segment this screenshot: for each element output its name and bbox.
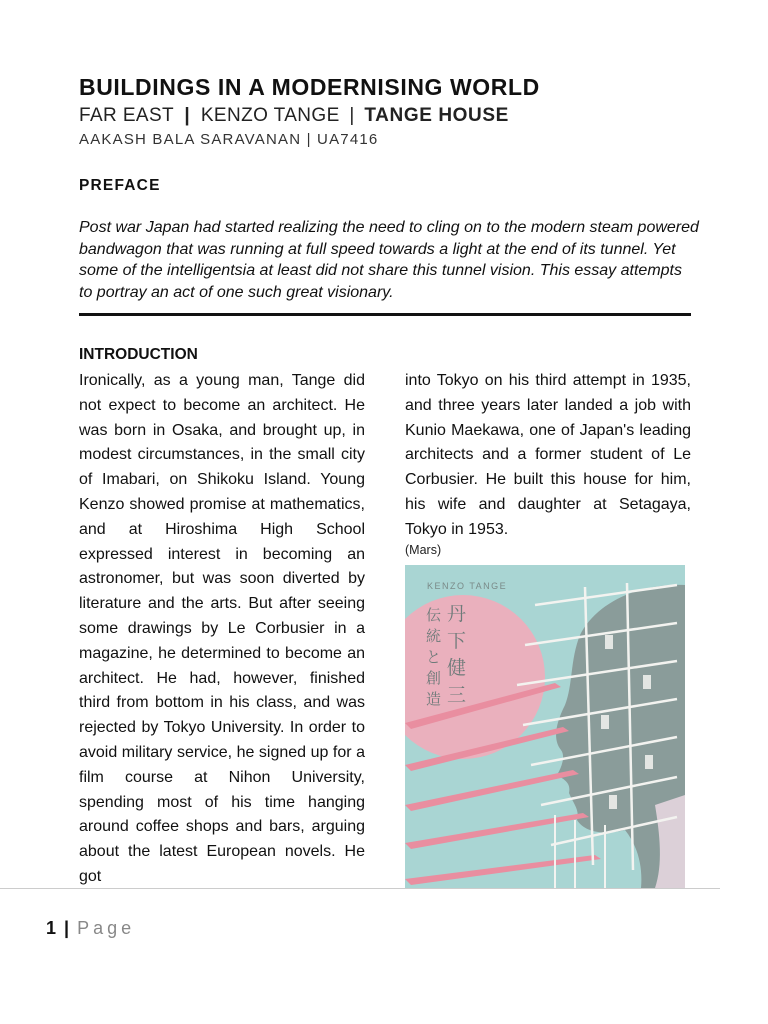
author-line: AAKASH BALA SARAVANAN | UA7416 — [79, 131, 379, 148]
kanji-char: 下 — [447, 630, 467, 652]
section-divider — [79, 313, 691, 316]
subtitle-line — [79, 105, 509, 127]
kanji-char: 健 — [447, 657, 467, 679]
kanji-char: 丹 — [447, 603, 467, 625]
footer-divider — [0, 888, 720, 889]
separator: | — [349, 105, 355, 126]
kenzo-tange-illustration — [405, 565, 685, 888]
kanji-char: 創 — [426, 669, 442, 687]
kenzo-tange-caption: KENZO TANGE — [427, 581, 508, 591]
kanji-char: 三 — [447, 684, 467, 706]
kanji-char: 伝 — [426, 606, 442, 624]
page-word: Page — [77, 918, 136, 938]
region-label: FAR EAST — [79, 105, 174, 126]
kanji-char: と — [426, 648, 442, 666]
citation: (Mars) — [405, 543, 442, 557]
project-label: TANGE HOUSE — [364, 105, 509, 126]
introduction-column-2: into Tokyo on his third attempt in 1935, and three years later landed a job with Kunio Maekawa, one of Japan's leading architects and a former student of Le Corbusier. He built this house for him, his wife and daughter at Setagaya, Tokyo in 1953. — [405, 372, 691, 538]
introduction-column-1: Ironically, as a young man, Tange did not expect to become an architect. He was born in Osaka, and brought up, in modest circumstances, in the small city of Imabari, on Shikoku Island. Young Kenzo showed promise at mathematics, and at Hiroshima High School expressed interest in becoming an astronomer, but was soon diverted by literature and the arts. But after seeing some drawings by Le Corbusier in a magazine, he determined to become an architect. He had, however, finished third from bottom in his class, and was rejected by Tokyo University. In order to avoid military service, he signed up for a film course at Nihon University, spending most of his time hanging around coffee shops and bars, arguing about the latest European novels. He got — [79, 372, 365, 885]
kanji-char: 造 — [426, 690, 442, 708]
document-title: BUILDINGS IN A MODERNISING WORLD — [79, 74, 540, 100]
page-number: 1 — [46, 918, 57, 938]
introduction-heading: INTRODUCTION — [79, 346, 198, 363]
preface-heading: PREFACE — [79, 177, 161, 194]
kanji-char: 統 — [426, 627, 442, 645]
preface-text: Post war Japan had started realizing the need to cling on to the modern steam powered bandwagon that was running at full speed towards a light at the end of its tunnel. Yet some of the intelligentsia at least did not share this tunnel vision. This essay attempts to portray an act of one such great visionary. — [79, 219, 699, 301]
page-footer — [46, 918, 135, 939]
architect-label: KENZO TANGE — [200, 105, 340, 126]
footer-separator: | — [64, 918, 70, 938]
separator: | — [184, 105, 191, 126]
